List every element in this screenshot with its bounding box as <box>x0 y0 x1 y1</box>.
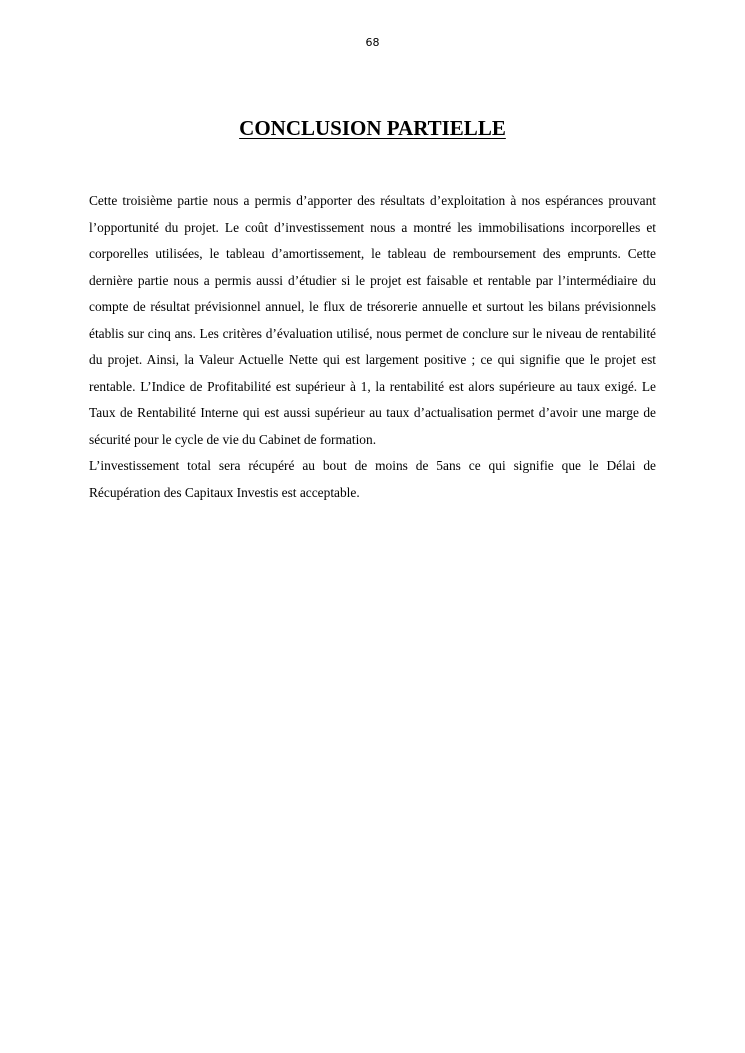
section-heading: CONCLUSION PARTIELLE <box>239 116 506 140</box>
page-number: 68 <box>365 36 380 49</box>
paragraph: Cette troisième partie nous a permis d’apporter des résultats d’exploitation à nos espérances prouvant l’opportunité du projet. Le coût d’investissement nous a montré les immobilisations incorporelles et corporelles utilisées, le tableau d’amortissement, le tableau de remboursement des emprunts. Cette dernière partie nous a permis aussi d’étudier si le projet est faisable et rentable par l’intermédiaire du compte de résultat prévisionnel annuel, le flux de trésorerie annuelle et surtout les bilans prévisionnels établis sur cinq ans. Les critères d’évaluation utilisé, nous permet de conclure sur le niveau de rentabilité du projet. Ainsi, la Valeur Actuelle Nette qui est largement positive ; ce qui signifie que le projet est rentable. L’Indice de Profitabilité est supérieur à 1, la rentabilité est alors supérieure au taux exigé. Le Taux de Rentabilité Interne qui est aussi supérieur au taux d’actualisation permet d’avoir une marge de sécurité pour le cycle de vie du Cabinet de formation. <box>89 193 656 447</box>
body-text <box>89 188 656 506</box>
paragraph: L’investissement total sera récupéré au bout de moins de 5ans ce qui signifie que le Délai de Récupération des Capitaux Investis est acceptable. <box>89 458 656 500</box>
